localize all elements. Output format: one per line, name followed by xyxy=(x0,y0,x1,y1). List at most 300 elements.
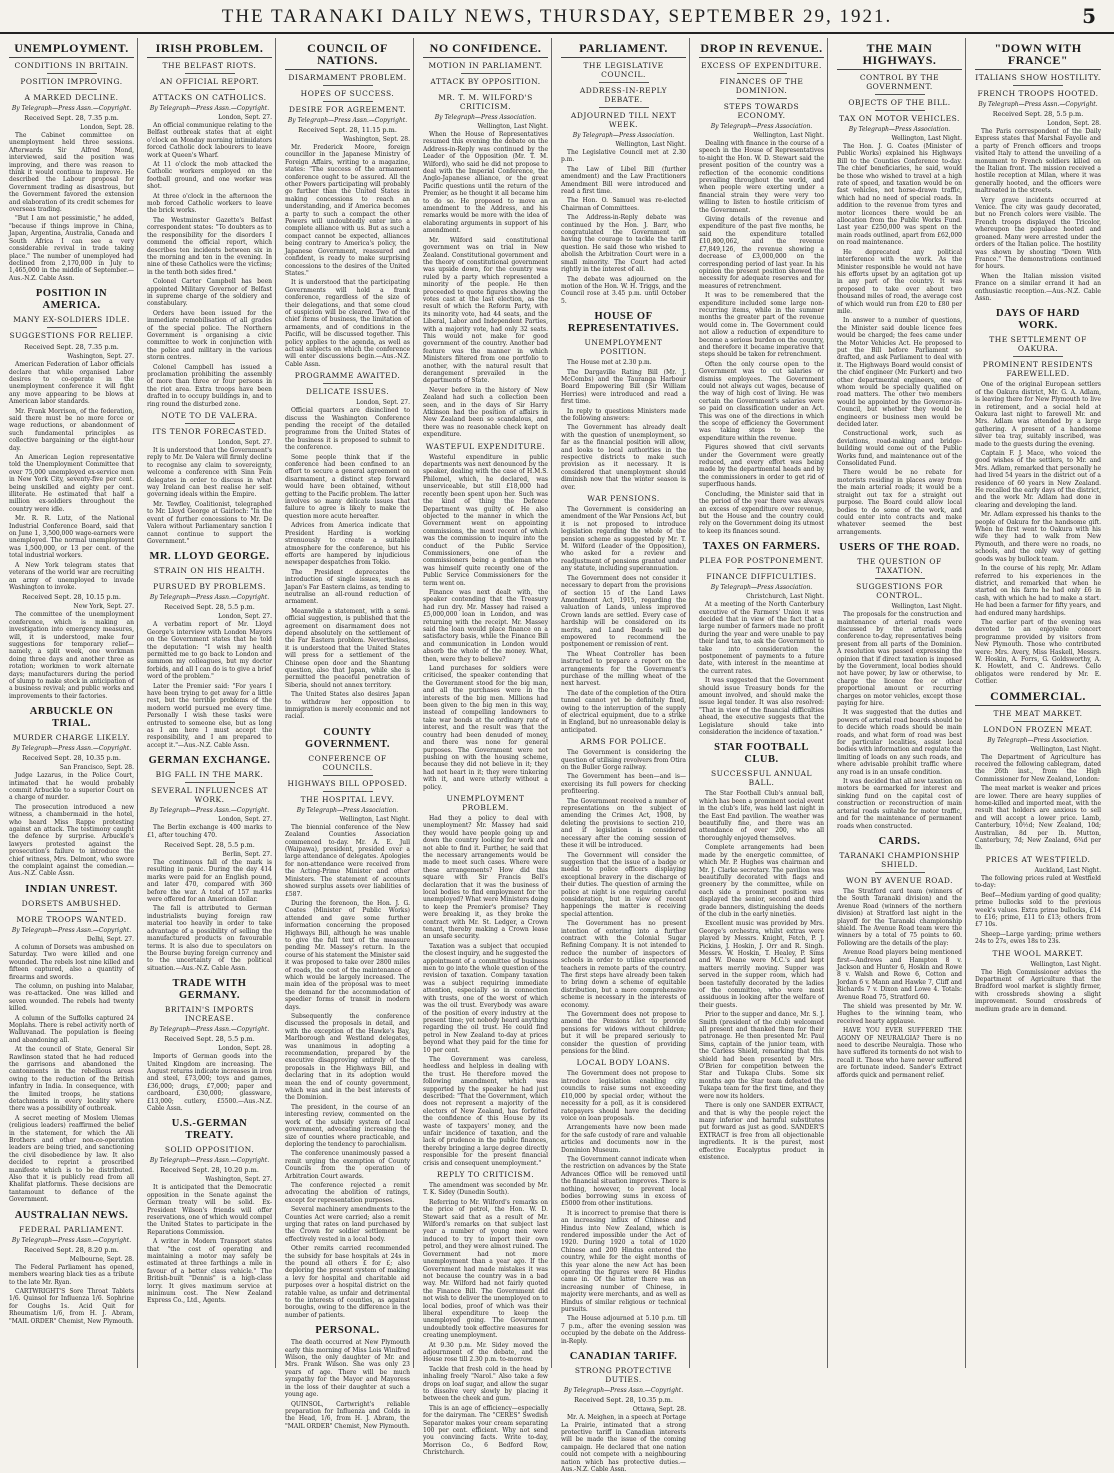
paragraph: It was suggested that the Government should issue Treasury bonds for the amount involved, and should make the issue legal tender. It was also resolved: "That in view of the financial difficulties ahead, the executive suggests that the Legislature should take into consideration the incidence of taxation." xyxy=(699,677,824,737)
subheading: DESIRE FOR AGREEMENT. xyxy=(289,105,406,114)
byline: By Telegraph—Press Assn.—Copyright. xyxy=(978,101,1098,108)
dateline: Washington, Sept. 27. xyxy=(67,353,134,361)
dateline: Melbourne, Sept. 28. xyxy=(69,1255,134,1263)
paragraph: Land purchases for soldiers were criticised, the speaker contending that the Government stood for the big man, and all the purchases were in the interests of the big men. Millions had been given to the big men in this way, instead of compelling landowners to take war bonds at the ordinary rate of interest, and the result was that the country had been denuded of money, and there was none for general purposes. The Government were not pushing on with the housing scheme, because they did not believe in it; they had not heart in it; they were tinkering with it, and were utterly without a policy. xyxy=(423,665,548,791)
paragraph: When the House of Representatives resumed this evening the debate on the Address-in-Reply was continued by the Leader of the Opposition (Mr. T. M. Wilford), who said he did not propose to deal with the Imperial Conference, the Anglo-Japanese alliance, or the great Pacific questions until the return of the Premier, as he thought it all became him to do so. He proposed to move an amendment to the Address, and his remarks would be more with the idea of elaborating arguments in support of his amendment. xyxy=(423,131,548,235)
headline: NO CONFIDENCE. xyxy=(423,42,548,58)
paragraph: Referring to Mr. Wilford's remarks on the price of petrol, the Hon. W. D. Stewart said that as a result of Mr. Wilford's remarks on that subject last year a number of young men were induced to try to import their own petrol, and they were almost ruined. The Government had not more unemployment than a year ago. If the Government had made mistakes it was not because the country was in a bad way. Mr. Wilford had not fairly quoted the Finance Bill. The Government did not wish to deliver the unemployed on to local bodies, proof of which was their liberal expenditure to keep the unemployed going. The Government undoubtedly took effective measures for creating unemployment. xyxy=(423,1198,548,1340)
subheading: BRITAIN'S IMPORTS INCREASE. xyxy=(164,1005,255,1024)
paragraph: "But I am not pessimistic," he added, "because if things improve in China, Japan, Argentina, Australia, Canada and South Africa I can see a very considerable revival in trade taking place." The number of unemployed had declined from 2,170,000 in July to 1,465,000 in the middle of September.—Aus.-N.Z. Cable Assn. xyxy=(9,215,134,282)
paragraph: The prosecution introduced a new witness, a chambermaid in the hotel, who heard Miss Rappe protesting against an attack. The testimony caught the defence by surprise. Arbuckle's lawyers protested against the prosecution's failure to introduce the chief witness, Mrs. Delmont, who swore the complaint against the comedian.—Aus.-N.Z. Cable Assn. xyxy=(9,803,134,878)
paragraph: The Westminster Gazette's Belfast correspondent states: "To doubters as to the responsibility for the disorders I commend the official report, which describes ten incidents between six in the morning and ten in the evening. In nine of these Catholics were the victims; in the tenth both sides fired." xyxy=(147,216,272,276)
paragraph: It is understood that the Government's reply to Mr. De Valera will firmly decline to recognise any claim to sovereignty, welcome a conference with Sinn Fein delegates in order to discuss in what way Ireland can best realise her self-governing ideals within the Empire. xyxy=(147,447,272,499)
paragraph: A column of the Suffolks captured 24 Moplahs. There is rebel activity north of Walluvanad. The population is fleeing and abandoning all. xyxy=(9,1014,134,1044)
paragraph: Very grave incidents occurred at Venice. The city was gaudy decorated, but no French colors were visible. The French troops displayed the Tricolor, whereupon the populace hooted and groaned. Many were arrested under the orders of the Italian police. The hostility was shown by shouting "Down With France." The demonstrations continued for hours. xyxy=(975,196,1101,271)
headline: UNEMPLOYMENT. xyxy=(9,42,134,58)
paragraph: When the Italian mission visited France on a similar errand it had an enthusiastic reception.—Aus.-N.Z. Cable Assn. xyxy=(975,272,1101,302)
headline: CARDS. xyxy=(878,835,921,847)
paragraph: Mr. Adlam expressed his thanks to the people of Oakura for the handsome gift. When he first went to Oakura with his wife they had to walk from New Plymouth, and there were no roads, no schools, and the only way of getting goods was by bullock team. xyxy=(975,511,1101,563)
paragraph: Never before in the history of New Zealand had such a collection been seen, and in the days of Sir Harry Atkinson had the position of affairs in New Zealand been so scandalous, and there was no reasonable check kept on expenditure. xyxy=(423,386,548,439)
divider xyxy=(323,101,373,102)
divider xyxy=(185,423,235,424)
subheading: WAR PENSIONS. xyxy=(587,494,660,504)
divider xyxy=(875,94,925,95)
paragraph: Colonel Carter Campbell has been appointed Military Governor of Belfast in supreme charge of the soldiery and constabulary. xyxy=(147,278,272,308)
divider xyxy=(323,791,373,792)
dateline: London, Sept. 28. xyxy=(218,1045,272,1053)
column-5 xyxy=(558,38,690,1473)
paragraph: At three o'clock in the afternoon the mob forced Catholic workers to leave the brick works. xyxy=(147,192,272,215)
column-4 xyxy=(420,38,552,1457)
paragraph: The amendment was seconded by Mr. T. K. Sidey (Dunedin South). xyxy=(423,1182,548,1197)
paragraph: Later the Premier said: "For years I have been trying to get away for a little rest, but the terrible problems of the modern world pursued me every time. Personally I wish these tasks were entrusted to someone else, but as long as I am here I must accept the responsibility, and I am prepared to accept it."—Aus.-N.Z. Cable Assn. xyxy=(147,682,272,749)
divider xyxy=(47,73,97,74)
dateline: London, Sept. 28. xyxy=(1047,120,1101,127)
paragraph: Mr. R. R. Lutz, of the National Industrial Conference Board, said that on June 1, 3,500,000 wage-earners were unemployed. The normal unemployment was 1,500,000, or 13 per cent. of the total industrial workers. xyxy=(9,515,134,560)
paragraph: The Government has been—and is—exercising its full powers for checking profiteering. xyxy=(561,773,686,796)
paragraph: The House adjourned at 5.10 p.m. till 7 p.m., after the evening session was occupied by the debate on the Address-in-Reply. xyxy=(561,1315,686,1345)
paragraph: The debate was adjourned on the motion of the Hon. W. H. Triggs, and the Council rose at 3.45 p.m. until October 5. xyxy=(561,275,686,305)
paragraph: A verbatim report of Mr. Lloyd George's interview with London Mayors on the Government states that he told the deputation: "I wish my health permitted me to go back to London and summon my colleagues, but my doctor forbids, and all I can do is to give a brief word of the problem." xyxy=(147,621,272,681)
paragraph: Dealing with finance in the course of a speech in the House of Representatives to-night the Hon. W. D. Stewart said the present position of the country was a reflection of the economic conditions prevailing throughout the world, and when people were exerting under a financial strain they were very too willing to listen to hostile criticism of the Government. xyxy=(699,140,824,214)
received-line: Received Sept. 28, 5.5 p.m. xyxy=(992,110,1084,118)
subheading: BIG FALL IN THE MARK. xyxy=(155,770,264,780)
dateline: London, Sept. 28. xyxy=(80,124,134,131)
paragraph: The Berlin exchange is 400 marks to £1, after touching 470. xyxy=(147,824,272,839)
divider xyxy=(1013,721,1063,722)
paragraph: At 9.30 p.m. Mr. Sidey moved the adjournment of the debate, and the House rose till 2.30 p.m. to-morrow. xyxy=(423,1341,548,1364)
paragraph: The death occurred at New Plymouth early this morning of Miss Lois Winifred Wilson, the only daughter of Mr. and Mrs. Frank Wilson. She was only 23 years of age. There will be much sympathy for the Mayor and Mayoress in the loss of their daughter at such a young age. xyxy=(285,1339,410,1399)
subheading: THE SETTLEMENT OF OAKURA. xyxy=(989,335,1087,354)
subheading: ARMS FOR POLICE. xyxy=(580,737,667,747)
received-line: Received Sept. 28, 10.35 p.m. xyxy=(574,1396,673,1405)
paragraph: The Government received a number of representations on the subject of amending the Crimes Act, 1908, by deleting the provisions to section 210, and if legislation is considered necessary after the coming session of these it will be introduced. xyxy=(561,797,686,850)
paragraph: Complete arrangements had been made by the energetic committee, of which Mr. P. Hughes was chairman and Mr. J. Clarke secretary. The pavilion was beautifully decorated with flags and greenery by the committee, while on each side a prominent position was displayed the senior, second and third grade banners, distinguishing the deeds of the club in the early nineties. xyxy=(699,844,824,918)
dateline: Wellington, Last Night. xyxy=(339,815,410,823)
dateline: Wellington, Last Night. xyxy=(753,132,824,139)
paragraph: The Government has no present intention of entering into a further contract with the Colonial Sugar Refining Company. It is not intended to reduce the number of inspectors of schools in order to utilise experienced teachers in remote parts of the country. The first steps have already been taken to bring down a scheme of equitable distribution, but a more comprehensive scheme is necessary in the interests of economy. xyxy=(561,920,686,1009)
paragraph: At 11 o'clock the mob attacked the Catholic workers employed on the football ground, and one worker was shot. xyxy=(147,161,272,191)
byline: By Telegraph—Press Assn.—Copyright. xyxy=(149,594,270,602)
dateline: Auckland, Last Night. xyxy=(1034,866,1101,874)
byline: By Telegraph—Press Association. xyxy=(296,806,399,814)
headline: HOUSE OF REPRESENTATIVES. xyxy=(567,311,680,335)
subheading: LOCAL BODY LOANS. xyxy=(576,1058,671,1068)
headline: COUNTY GOVERNMENT. xyxy=(305,726,390,750)
subheading: TAX ON MOTOR VEHICLES. xyxy=(839,114,960,123)
byline: By Telegraph—Press Assn.—Copyright. xyxy=(11,1236,132,1244)
divider xyxy=(461,73,511,74)
headline: U.S.-GERMAN TREATY. xyxy=(171,1118,248,1142)
paragraph: Taxation was a subject that occupied the closest inquiry, and he suggested the appointment of a committee of business men to go into the whole question of the revision of taxation. Company taxation was a subject requiring immediate attention, especially so in connection with trusts, one of the worst of which was the oil trust. Everybody was aware of the position of every industry at the present time; yet nobody heard anything regarding the oil trust. He could find petrol in New Zealand to-day at prices beyond what they paid for the time for 10 per cent. xyxy=(423,942,548,1054)
paragraph: The Federal Parliament has opened, members wearing black ties as a tribute to the late Mr. Ryan. xyxy=(9,1263,134,1286)
byline: By Telegraph—Press Association. xyxy=(987,736,1089,744)
divider xyxy=(599,82,649,83)
paragraph: The Government is considering the question of utilising revolvers from Otira on the Buller Gorge railway. xyxy=(561,749,686,772)
subheading: SUCCESSFUL ANNUAL BALL. xyxy=(711,769,812,788)
received-line: Received Sept. 28, 5.5 p.m. xyxy=(164,603,255,612)
byline: By Telegraph—Press Assn.—Copyright. xyxy=(11,105,132,112)
byline: By Telegraph—Press Association. xyxy=(848,126,951,133)
divider xyxy=(185,782,235,783)
column-7 xyxy=(834,38,966,1368)
subheading: WASTEFUL EXPENDITURE. xyxy=(425,441,546,451)
received-line: Received Sept. 28, 5.5 p.m. xyxy=(164,1035,255,1044)
column-8 xyxy=(972,38,1104,1368)
dateline: Wellington, Last Night. xyxy=(1030,745,1101,753)
paragraph: The Government has already dealt with the question of unemployment, so far as the financial position will allow, and looks to local authorities in the respective districts to make such provision as it necessary. It is considered that unemployment should diminish now that the winter season is over. xyxy=(561,424,686,491)
paragraph: It is anticipated that the Democratic opposition in the Senate against the German treaty will be solid. Ex-President Wilson's friends will offer reservations, one of which would compel the United States to participate in the Reparations Commission. xyxy=(147,1184,272,1236)
subheading: STEPS TOWARDS ECONOMY. xyxy=(723,102,800,120)
paragraph: The Hon. O. Samuel was re-elected Chairman of Committees. xyxy=(561,197,686,212)
byline: By Telegraph—Press Assn.—Copyright. xyxy=(287,117,408,124)
dateline: Washington, Sept. 28. xyxy=(343,136,410,143)
paragraph: A secret meeting of Moslem Ulemas (religious leaders) reaffirmed the belief in the statement, for which the Ali Brothers and other non-co-operation leaders are being tried, and sanctioning the civil disobedience by law. It also decided to reprint a proscribed manifesto which is to be distributed. Also that it is publicly read from all Khalifat platforms. These decisions are tantamount to defiance of the Government. xyxy=(9,1114,134,1204)
divider xyxy=(323,775,373,776)
subheading: THE QUESTION OF TAXATION. xyxy=(857,557,942,576)
subheading: HIGHWAYS BILL OPPOSED. xyxy=(287,778,408,788)
dateline: Ottawa, Sept. 28. xyxy=(632,1406,686,1414)
paragraph: Excellent music was provided by Mrs. George's orchestra, whilst extras were played by Messrs. Knight, Fetch, P. J. Pickins, J. Hoskin, J. Orr and R. Singh. Messrs. W. Hoskin, T. Healey, P. Sims and W. Deane were M.C.'s and kept matters merrily moving. Supper was served in the supper room, which had been tastefully decorated by the ladies of the committee, who were most assiduous in looking after the welfare of their guests. xyxy=(699,920,824,1009)
paragraph: The president, in the course of an interesting review, commented on the work of the subsidy system of local government, advocating increasing the size of counties where practicable, and deploring the tendency to parochialism. xyxy=(285,1103,410,1148)
headline: AUSTRALIAN NEWS. xyxy=(14,1209,129,1221)
headline: POSITION IN AMERICA. xyxy=(35,288,108,312)
subheading: THE LEGISLATIVE COUNCIL. xyxy=(583,61,664,79)
subheading: OBJECTS OF THE BILL. xyxy=(848,98,951,107)
paragraph: The following prices ruled at Westfield to-day: xyxy=(975,874,1101,890)
headline: THE MAIN HIGHWAYS. xyxy=(837,42,962,70)
headline: "DOWN WITH FRANCE" xyxy=(975,42,1101,70)
divider xyxy=(185,89,235,90)
subheading: A MARKED DECLINE. xyxy=(24,93,119,102)
paragraph: It was suggested that the duties and powers of arterial road boards should be to decide which roads should be main roads, and what form of road was best for particular localities, assist local bodies with information and regulate the limiting of loads on any such roads, and where advisable prohibit traffic where any road is in an unsafe condition. xyxy=(837,709,962,776)
subheading: CONTROL BY THE GOVERNMENT. xyxy=(859,73,940,91)
subheading: ITS TENOR FORECASTED. xyxy=(152,427,267,437)
paragraph: Advices from America indicate that President Harding is working strenuously to create a suitable atmosphere for the conference, but his efforts are hampered by injudicious newspaper despatches from Tokio. xyxy=(285,522,410,567)
paragraph: This is an age of efficiency—especially for the dairyman. The "CERES" Swedish Separator makes your cream separating 100 per cent. efficient. Why not send you convincing facts. Write to-day, Morrison Co., 6 Bedford Row, Christchurch. xyxy=(423,1404,548,1457)
subheading: AN OFFICIAL REPORT. xyxy=(160,77,259,86)
headline: GERMAN EXCHANGE. xyxy=(148,755,271,767)
subheading: EXCESS OF EXPENDITURE. xyxy=(701,61,822,70)
paragraph: The Government is considering an amendment of the War Pensions Act, but it is not proposed to introduce legislation regarding the whole of the pension scheme as suggested by Mr. T. M. Wilford (Leader of the Opposition), who asked for a review and readjustment of pensions granted under any statute, including superannuation. xyxy=(561,506,686,573)
paragraph: He deprecated any political interference with the work. As the Minister responsible he would not have his efforts upset by an agitation got up in any part of the country. It was proposed to take over about two thousand miles of road, the average cost of which would run from £20 to £80 per mile. xyxy=(837,248,962,315)
paragraph: In reply to questions Ministers made the following answers: xyxy=(561,407,686,422)
subheading: PROMINENT RESIDENTS FAREWELLED. xyxy=(982,360,1094,379)
newspaper-title: THE TARANAKI DAILY NEWS, THURSDAY, SEPTEMBER 29, 1921. xyxy=(221,6,893,27)
received-line: Received Sept. 28, 10.20 p.m. xyxy=(160,1166,259,1175)
paragraph: It was to be remembered that the expenditure included some large non-recurring items, while in the summer months the greater part of the revenue would come in. The Government could not allow a reduction of expenditure to become a serious burden on the country, and therefore it became imperative that steps should be taken for retrenchment. xyxy=(699,292,824,359)
headline: USERS OF THE ROAD. xyxy=(839,542,960,554)
subheading: ATTACK BY OPPOSITION. xyxy=(430,77,541,86)
headline: TAXES ON FARMERS. xyxy=(702,541,821,553)
byline: By Telegraph—Press Assn.—Copyright. xyxy=(563,1387,684,1395)
divider xyxy=(47,327,97,328)
paragraph: The High Commissioner advises the Department of Agriculture that the Bradford wool market is slightly firmer, with crossbreds showing a slight improvement. Sound crossbreds of medium grade are in demand. xyxy=(975,968,1101,1013)
paragraph: An American Legion representative told the Unemployment Committee that over 75,000 unemployed ex-service men in New York City, seventy-five per cent. being unskilled and eighty per cent. illiterate. He estimated that half a million ex-soldiers throughout the country were idle. xyxy=(9,454,134,513)
headline: DAYS OF HARD WORK. xyxy=(996,308,1080,332)
dateline: London, Sept. 27. xyxy=(218,613,272,621)
paragraph: Mr. A. Meighen, in a speech at Portage La Prairie, intimated that a strong protective tariff in Canadian interests will be made the issue of the coming campaign. He declared that one nation could not compete with a neighbouring nation which has protective duties.—Aus.-N.Z. Cable Assn. xyxy=(561,1414,686,1473)
subheading: SOLID OPPOSITION. xyxy=(164,1145,255,1155)
divider xyxy=(875,578,925,579)
paragraph: American Federation of Labor officials declare that while organised Labor desires to co-operate in the unemployment conference it will fight any move appearing to be blows at American labor standards. xyxy=(9,361,134,406)
paragraph: Official quarters are disinclined to discuss the Washington Conference pending the receipt of the detailed programme from the United States of the business it is proposed to submit to the conference. xyxy=(285,407,410,452)
paragraph: Giving details of the revenue and expenditure of the past five months, he said the expenditure totalled £10,800,062, and the revenue £7,849,126, the revenue showing a decrease of £3,000,000 on the corresponding period of last year. In his opinion the present position showed the necessity for adequate reserves and for measures of retrenchment. xyxy=(699,216,824,290)
paragraph: The Paris correspondent of the Daily Express states that Marshal Fayolle and a party of French officers and troops visited Italy to attend the unveiling of a monument to French soldiers killed on the Italian front. The mission received a hostile reception at Milan, where it was generally hooted, and the officers were maltreated in the streets. xyxy=(975,128,1101,195)
paragraph: It is incorrect to premise that there is an increasing influx of Chinese and Hindus into New Zealand, which is rendered impossible under the Act of 1920. During 1920 a total of 1020 Chinese and 200 Hindus entered the country, while for the eight months of this year alone the new Act has been operating the figures were 84 Hindus came in. Of the latter there was an increasing number of Chinese, in majority were merchants, and as well as Hindus of similar religious or technical pursuits. xyxy=(561,1209,686,1314)
paragraph: QUINSOL, Cartwright's reliable preparation for Influenza and Colds in the Head, 1/6, from H. J. Abram, the "MAIL ORDER" Chemist, New Plymouth. xyxy=(285,1400,410,1430)
paragraph: There would be no rebate for motorists residing in places away from the main arterial roads; it would be a straight out tax for a straight out purpose. The Board could allow local bodies to do some of the work, and could enter into contracts and make whatever seemed the best arrangements. xyxy=(837,469,962,536)
paragraph: The Legislative Council met at 2.30 p.m. xyxy=(561,149,686,164)
dateline: Berlin, Sept. 27. xyxy=(222,851,272,859)
headline: PERSONAL. xyxy=(315,1325,380,1337)
subheading: UNEMPLOYMENT PROBLEM. xyxy=(446,793,525,812)
paragraph: Meanwhile a statement, with a semi-official suggestion, is published that the agreement on disarmament does not depend absolutely on the settlement of the Far Eastern problem. Nevertheless, it is understood that the United States will press for a settlement of the Chinese open door and the Shantung question, also that Japan, while she is permitted the peaceful penetration of Siberia, should not annex territory. xyxy=(285,607,410,689)
subheading: STRONG PROTECTIVE DUTIES. xyxy=(574,1366,673,1385)
received-line: Received Sept. 28, 10.15 p.m. xyxy=(22,593,121,602)
divider xyxy=(599,107,649,108)
subheading: UNEMPLOYMENT POSITION. xyxy=(584,338,663,357)
masthead xyxy=(0,0,1114,34)
paragraph: Wasteful expenditure in public departments was next denounced by the speaker, dealing with the case of H.M.S. Philomel, which, he declared, was unserviceable, but still £18,000 had recently been spent upon her. Such was the kind of thing the Defence Department was guilty of. He also objected to the manner in which the Government went on appointing commissions, the most recent of which was the commission to inquire into the conduct of the Public Service Commissioners, one of the commissioners being a gentleman who was himself quite recently one of the Public Service Commissioners for the term went on. xyxy=(423,453,548,587)
subheading: DORSETS AMBUSHED. xyxy=(21,898,122,908)
paragraph: Mr. Wilford said constitutional government was on trial in New Zealand. Constitutional government and the theory of constitutional government was upside down, for the country was ruled by a party which represented a minority of the people. He then proceeded to quote figures showing the votes cast at the last election, as the result of which the Reform Party, with its minority vote, had 44 seats, and the Liberal, Labor and Independent Parties, with a majority vote, had only 32 seats. This would not make for good government of the country. Another bad feature was the manner in which Ministers filtered from one portfolio to another, with the natural result that derangement prevailed in the departments of State. xyxy=(423,236,548,385)
divider xyxy=(47,911,97,912)
paragraph: Concluding, the Minister said that in the period of the year there was always an excess of expenditure over revenue, but the House and the country could rely on the Government doing its utmost to keep its finances sound. xyxy=(699,490,824,535)
headline: PARLIAMENT. xyxy=(561,42,686,58)
paragraph: The Wheat Controller has been instructed to prepare a report on the arrangements for the Government's purchase of the milling wheat of the next harvest. xyxy=(561,650,686,688)
paragraph: Other remits carried recommended the subsidy for base hospitals at 24s in the pound all others £ for £; also deploring the present system of making a levy for hospital and charitable aid purposes over a hospital district on the ratable value, as unfair and detrimental to the interests of counties, as against boroughs, owing to the difference in the number of patients. xyxy=(285,1245,410,1319)
subheading: MR. T. M. WILFORD'S CRITICISM. xyxy=(438,93,533,111)
divider xyxy=(47,89,97,90)
subheading: MORE TROOPS WANTED. xyxy=(16,914,127,924)
paragraph: It is understood that the participating Governments will hold a frank conference, regardless of the size of their delegations, and that some cloud of suspicion will be cleared. Two of the chief items of business, the limitation of armaments, and of conditions in the Pacific, will be discussed together. This policy applies to the agenda, as well as actual subjects on which the conference will enter discussions begin.—Aus.-N.Z. Cable Assn. xyxy=(285,279,410,368)
subheading: DISARMAMENT PROBLEM. xyxy=(288,73,407,82)
paragraph: Often the only course open to the Government was to cut salaries or dismiss employees. The Government could not always cut wages, because of the way of high cost of living. He was certain the Government's salaries were so paid on classification under an Act. This was one of the directions in which the scope of efficiency the Government was taking steps to keep the expenditure within the revenue. xyxy=(699,360,824,442)
paragraph: Beef—Medium yarding of good quality; prime bullocks sold to the previous week's values. Extra prime bullocks, £14 to £16; prime, £11 to £13; others from £7 10s. xyxy=(975,891,1101,929)
headline: CANADIAN TARIFF. xyxy=(569,1351,678,1363)
dateline: Washington, Sept. 27. xyxy=(205,1176,272,1184)
paragraph: At a meeting of the North Canterbury executive of the Farmers' Union it was decided that in view of the fact that a large number of farmers made no profit during the year and were unable to pay their land tax, to ask the Government to take into consideration the postponement of payments to a future date, with interest in the meantime at the current rates. xyxy=(699,601,824,675)
headline: INDIAN UNREST. xyxy=(25,883,118,895)
divider xyxy=(875,110,925,111)
paragraph: A column of Dorsets was ambushed on Saturday. Two were killed and one wounded. The rebels lost nine killed and fifteen captured, also a quantity of firearms and swords. xyxy=(9,943,134,981)
received-line: Received Sept. 28, 10.35 p.m. xyxy=(22,754,121,763)
paragraph: Finance was next dealt with, the speaker contending that the Treasury had run dry. Mr. Massey had raised a £5,000,000 loan in London, and was returning with the receipt. Mr. Massey said the loan would place finance on a satisfactory basis, while the Finance Bill and communication in London would absorb the whole of the money. What, then, were they to believe? xyxy=(423,588,548,663)
paragraph: The Hon. J. G. Coates (Minister of Public Works) explained his Highways Bill to the Counties Conference to-day. The chief beneficiaries, he said, would be those who wished to travel at a high rate of speed, and taxation would be on fast vehicles, not horse-drawn traffic, which had no need of special roads. In addition to the revenue from tyres and motor licences there would be an allocation from the Public Works Fund. Last year £250,000 was spent on the main roads outlined, apart from £62,000 on road maintenance. xyxy=(837,143,962,247)
paragraph: The Star Football Club's annual ball, which has been a prominent social event in the club's life, was held last night in the East End pavilion. The weather was beautifully fine, and there was an attendance of over 200, who all thoroughly enjoyed themselves. xyxy=(699,790,824,842)
received-line: Received Sept. 28, 5.5 p.m. xyxy=(164,841,255,850)
divider xyxy=(185,73,235,74)
columns xyxy=(6,38,1108,1473)
paragraph: The Government was careless, heedless and helpless in dealing with the trust. He therefore moved the following amendment, which was supported by the speaker he had just described: "That the Government, which does not represent a majority of the electors of New Zealand, has forfeited the confidence of this House by its waste of taxpayers' money, and the unfair incidence of taxation, and the lack of prudence in the public finances, thereby bringing a large degree directly responsible for the present financial crisis and consequent unemployment." xyxy=(423,1055,548,1167)
paragraph: Mr. Tewfley, Coalitionist, telegraphed to Mr. Lloyd George at Gairloch: "In the event of further concessions to Mr. De Valera without Parliamentary sanction I cannot continue to support the Government." xyxy=(147,500,272,545)
dateline: Wellington, Last Night. xyxy=(891,135,962,142)
dateline: London, Sept. 27. xyxy=(356,399,410,407)
paragraph: The Address-in-Reply debate was continued by the Hon. J. Barr, who congratulated the Government on having the courage to tackle the tariff question. He said those who wished to abolish the Arbitration Court were in a small minority. The Court had acted rightly in the interest of all. xyxy=(561,214,686,274)
byline: By Telegraph—Press Assn.—Copyright. xyxy=(149,1157,270,1165)
headline: DROP IN REVENUE. xyxy=(699,42,824,58)
divider xyxy=(875,872,925,873)
paragraph: Judge Lazarus, in the Police Court, intimated that he would probably commit Arbuckle to a superior Court on a charge of murder. xyxy=(9,772,134,802)
paragraph: One of the original European settlers of the Oakura district, Mr. G. A. Adlam, is leaving there for New Plymouth to live in retirement, and a social held at Oakura last night to farewell Mr. and Mrs. Adlam was attended by a large gathering. A present of a handsome silver tea tray, suitably inscribed, was made to the guests during the evening. xyxy=(975,381,1101,448)
subheading: ITALIANS SHOW HOSTILITY. xyxy=(975,73,1101,82)
headline: IRISH PROBLEM. xyxy=(147,42,272,58)
divider xyxy=(1013,356,1063,357)
subheading: FRENCH TROOPS HOOTED. xyxy=(977,89,1099,98)
dateline: London, Sept. 27. xyxy=(218,816,272,824)
paragraph: Tackle that fresh cold in the head by inhaling freely "Narol." Also take a few drops on loaf sugar, and allow the sugar to dissolve very slowly by placing it between the cheek and gum. xyxy=(423,1365,548,1403)
paragraph: Prior to the supper and dance, Mr. S. J. Smith (president of the club) welcomed all present and thanked them for their patronage. He then presented Mr. Paul Sims, captain of the junior team, with the Carless Shield, remarking that this shield had been presented by Mrs. O'Brien for competition between the Star and Tukapa Clubs. Some six months ago the Star team defeated the Tukapa team for the first time, and they were now its holders. xyxy=(699,1011,824,1100)
subheading: CONDITIONS IN BRITAIN. xyxy=(14,61,129,70)
paragraph: At the council of State, General Sir Rawlinson stated that he had reduced the garrisons and abandoned the cantonments in the rebellious areas owing to the reduction of the British infantry in India. In consequence, with the limited troops, he stations detachments in every locality where there was a possibility of outbreak. xyxy=(9,1046,134,1113)
subheading: ADDRESS-IN-REPLY DEBATE. xyxy=(579,86,668,104)
paragraph: The meat market is weaker and prices are lower. There are heavy supplies of home-killed and imported meat, with the result that holders are anxious to sell and will accept a lower price. Lamb, Canterbury, 10½d; New Zealand, 10d; Australian, 8d per lb. Mutton, Canterbury, 7d; New Zealand, 6¾d per lb. xyxy=(975,785,1101,852)
page-number: 5 xyxy=(1082,4,1096,28)
byline: By Telegraph—Press Association. xyxy=(434,114,537,121)
dateline: San Francisco, Sept. 28. xyxy=(59,764,134,772)
dateline: Wellington, Last Night. xyxy=(891,603,962,611)
paragraph: In the course of his reply, Mr. Adlam referred to his experiences in the district, and remarked that when he started on his farm he had only £6 in cash, with which he had to make a start. He had been a farmer for fifty years, and had endured many hardships. xyxy=(975,565,1101,617)
paragraph: HAVE YOU EVER SUFFERED THE AGONY OF NEURALGIA? There is no need to describe Neuralgia. Those who have suffered its torments do not wish to recall it. Those who have never suffered are fortunate indeed. Sander's Extract affords quick and permanent relief. xyxy=(837,1027,963,1079)
subheading: FINANCE DIFFICULTIES. xyxy=(706,572,817,582)
paragraph: Orders have been issued for the immediate remobilisation of all grades of the special police. The Northern Government is organising a civic committee to work in conjunction with the police and military in the various storm centres. xyxy=(147,309,272,362)
subheading: TARANAKI CHAMPIONSHIP SHIELD. xyxy=(839,850,960,869)
subheading: THE WOOL MARKET. xyxy=(992,948,1084,958)
byline: By Telegraph—Press Assn.—Copyright. xyxy=(149,807,270,815)
divider xyxy=(737,73,787,74)
subheading: ADJOURNED TILL NEXT WEEK. xyxy=(570,111,677,129)
divider xyxy=(737,98,787,99)
subheading: FINANCES OF THE DOMINION. xyxy=(719,77,804,95)
paragraph: Constructional work, such as deviations, road-making and bridge-building would come out of the Public Works fund, and maintenance out of the Consolidated Fund. xyxy=(837,430,962,468)
divider xyxy=(323,383,373,384)
paragraph: Had they a policy to deal with unemployment? Mr. Massey had said they would have people going up and down the country looking for work and not able to find it. Further, he said that the necessary arrangements would be made to meet such cases. Where were these arrangements? How did this square with Sir Francis Bell's declaration that it was the business of local bodies to find employment for the unemployed? What were Ministers doing to keep the Premier's promise? They were breaking it, as they broke the contract with Mr. St. Ledger, a Crown tenant, thereby making a Crown lease an unsafe security. xyxy=(423,814,549,941)
paragraph: The United States also desires Japan to withdraw her opposition to immigration is merely economic and not racial. xyxy=(285,691,410,721)
paragraph: The date of the completion of the Otira tunnel cannot yet be definitely fixed, owing to the interruption of the supply of electrical equipment, due to a strike in England, but no unreasonable delay is anticipated. xyxy=(561,689,686,734)
dateline: London, Sept. 27. xyxy=(218,114,272,121)
paragraph: The Government will consider the suggestion that the issue of a badge or medal to police officers displaying exceptional bravery in the discharge of their duties. The question of arming the police at night is one requiring careful consideration, but in view of recent happenings the matter is receiving special attention. xyxy=(561,851,686,918)
divider xyxy=(323,85,373,86)
paragraph: Imports of German goods into the United Kingdom are increasing. The August returns indicate increases in iron and steel, £73,000; toys and games, £36,000; drugs, £7,000; paper and cardboard, £30,000; glassware, £13,000; cutlery, £5500.—Aus.-N.Z. Cable Assn. xyxy=(147,1053,272,1112)
paragraph: The conference rejected a remit advocating the abolition of ratings, except for representation purposes. xyxy=(285,1181,410,1204)
paragraph: Several machinery amendments to the Counties Act were carried; also a remit urging that rates on land purchased by the Crown for soldier settlement be effectively vested in a local body. xyxy=(285,1206,410,1243)
paragraph: CARTWRIGHT'S Sore Throat Tablets 1/6. Quinsol for Influenza 1/6. Sophrine for Coughs 1s. Acid Quit for Rheumatism 1/6, from H. J. Abram, "MAIL ORDER" Chemist, New Plymouth. xyxy=(9,1287,134,1325)
byline: By Telegraph—Press Association. xyxy=(710,123,813,130)
subheading: POSITION IMPROVING. xyxy=(20,77,123,86)
byline: By Telegraph—Press Association. xyxy=(572,132,675,139)
received-line: Received Sept. 28, 11.15 p.m. xyxy=(298,126,397,134)
paragraph: The Government does not consider it necessary to depart from the provisions of section 15 of the Land Laws Amendment Act, 1915, regarding the valuation of Lands, unless improved Crown lands are settled. Every case of hardship will be considered on its merits, and Land Boards will be empowered to recommend the postponement or remission of rent. xyxy=(561,574,686,649)
paragraph: The continuous fall of the mark is resulting in panic. During the day 414 marks were paid for an English pound, and later 470, compared with 360 before the war. A total of 157 marks were offered for an American dollar. xyxy=(147,859,272,904)
subheading: LONDON FROZEN MEAT. xyxy=(983,724,1093,734)
subheading: CONFERENCE OF COUNCILS. xyxy=(308,753,387,772)
subheading: THE HOSPITAL LEVY. xyxy=(300,794,395,804)
paragraph: Some people think that if the conference had been confined to an effort to secure a general agreement on disarmament, a distinct step forward would have been obtained, without getting to the Pacific problem. The latter involves so many delicate issues that failure to agree is likely to make the question more acute hereafter. xyxy=(285,453,410,520)
byline: By Telegraph—Press Assn.—Copyright. xyxy=(149,105,270,112)
paragraph: The shield was presented by Mr. W. Hughes to the winning team, who received hearty applause. xyxy=(837,1003,962,1025)
paragraph: It was decided that all new taxation on motors be earmarked for interest and sinking fund on the capital cost of construction or reconstruction of main arterial roads suitable for motor traffic, and for the maintenance of permanent roads when constructed. xyxy=(837,778,962,830)
paragraph: The Dargaville Rating Bill (Mr. J. McCombs) and the Tauranga Harbour Board Empowering Bill (Sir William Herries) were introduced and read a first time. xyxy=(561,368,686,406)
paragraph: The Law of Libel Bill (further amendment) and the Law Practitioners Amendment Bill were introduced and read a first time. xyxy=(561,165,686,196)
byline: By Telegraph—Press Assn.—Copyright. xyxy=(149,1026,270,1034)
subheading: PURSUED BY PROBLEMS. xyxy=(153,582,266,592)
paragraph: Subsequently the conference discussed the proposals in detail, and with the exception of the Hawke's Bay, Marlborough and Westland delegates, was unanimous in adopting a recommendation, prepared by the executive disapproving entirely of the proposals in the Highways Bill, and declaring that in its adoption would mean the end of county government, which was and in the best interests of the Dominion. xyxy=(285,1013,410,1102)
headline: STAR FOOTBALL CLUB. xyxy=(714,742,809,766)
dateline: Christchurch, Last Night. xyxy=(746,593,824,601)
paragraph: The column, on pushing into Malabar, was re-attacked. One was killed and seven wounded. The rebels had twenty killed. xyxy=(9,982,134,1013)
paragraph: The conference unanimously passed a remit urging the exemption of County Councils from the operation of Arbitration Court awards. xyxy=(285,1150,410,1180)
paragraph: The Government cannot indicate when the restriction on advances by the State Advances Office will be removed until the financial situation improves. There is nothing, however, to prevent local bodies borrowing sums in excess of £5000 from other institutions. xyxy=(561,1155,686,1208)
byline: By Telegraph—Press Assn.—Copyright. xyxy=(11,745,132,753)
subheading: THE MEAT MARKET. xyxy=(993,708,1083,718)
dateline: London, Sept. 27. xyxy=(218,439,272,447)
paragraph: During the forenoon, the Hon. J. G. Coates (Minister of Public Works) attended and gave some further information concerning the proposed Highways Bill, although he was unable to give the full text of the measure pending Mr. Massey's return. In the course of his statement the Minister said it was proposed to take over 2800 miles of roads, the cost of the maintenance of which would be largely increased. The main idea of the proposal was to meet the demand for the accommodation of speedier forms of transit in modern days. xyxy=(285,899,411,1011)
paragraph: An official communique relating to the Belfast outbreak states that at eight o'clock on Monday morning intimidators forced Catholic dock labourers to leave work at Queen's Wharf. xyxy=(147,122,272,159)
paragraph: A New York telegram states that veterans of the world war are recruiting an army of unemployed to invade Washington to invoke. xyxy=(9,561,134,591)
subheading: MANY EX-SOLDIERS IDLE. xyxy=(13,315,130,325)
subheading: NOTE TO DE VALERA. xyxy=(161,411,258,421)
received-line: Received Sept. 28, 7.35 p.m. xyxy=(24,343,119,352)
byline: By Telegraph—Press Association. xyxy=(710,584,813,592)
paragraph: The Stratford card team (winners of the South Taranaki division) and the Avenue Road (winners of the northern division) at Stratford last night in the playoff for the Taranaki championship shield. The Avenue Road team were the winners by a total of 75 points to 60. Following are the details of the play: xyxy=(837,887,962,947)
headline: COUNCIL OF NATIONS. xyxy=(285,42,410,70)
column-3 xyxy=(282,38,414,1430)
paragraph: Figures showed that civil servants under the Government were greatly reduced, and every effort was being made by the departmental heads and by the commissioners in order to get rid of superfluous hands. xyxy=(699,444,824,489)
headline: TRADE WITH GERMANY. xyxy=(172,978,247,1002)
paragraph: Sheep—Large yarding; prime wethers 24s to 27s, ewes 18s to 23s. xyxy=(975,930,1101,946)
paragraph: Arrangements have now been made for the safe custody of rare and valuable articles and documents now in the Dominion Museum. xyxy=(561,1124,686,1154)
paragraph: The committee of the unemployment conference, which is making an investigation into emergency measures, will, it is understood, make four suggestions for temporary relief—namely, a split week, one workman doing three days and another three as rotation; workmen to work alternate days; manufacturers during the period of slump to make stock in anticipation of a business revival; and public works and improvements to their factories. xyxy=(9,611,134,700)
subheading: SUGGESTIONS FOR CONTROL. xyxy=(856,582,943,601)
paragraph: Avenue Road players being mentioned first—Andrews and Hampton 8 v. Jackson and Hunter 6, Hoskin and Rowe 8 v. Walsh and Rowe 6, Cotton and Jordan 6 v. Mann and Hawke 7, Cliff and Richards 7 v. Dixon and Lowe 4. Totals: Avenue Road 75, Stratford 60. xyxy=(837,949,962,1001)
paragraph: Captain F. J. Mace, who voiced the good wishes of the settlers, to Mr. and Mrs. Adlam, remarked that personally he had lived 54 years in the district out of a residence of 60 years in New Zealand. He recalled the early days of the district, and the work Mr. Adlam had done in clearing and developing the land. xyxy=(975,450,1101,509)
divider xyxy=(185,578,235,579)
subheading: ATTACKS ON CATHOLICS. xyxy=(152,93,267,102)
dateline: Wellington, Last Night. xyxy=(615,141,686,148)
dateline: Wellington, Last Night. xyxy=(1030,960,1101,968)
divider xyxy=(461,89,511,90)
subheading: WON BY AVENUE ROAD. xyxy=(845,875,954,885)
dateline: New York, Sept. 27. xyxy=(73,603,134,611)
subheading: PROGRAMME AWAITED. xyxy=(294,371,401,381)
subheading: SUGGESTIONS FOR RELIEF. xyxy=(9,331,134,341)
subheading: THE BELFAST RIOTS. xyxy=(162,61,257,70)
paragraph: The Cabinet committee on unemployment held three sessions. Afterwards Sir Alfred Mond, interviewed, said the position was improving, and there was reason to think it would continue to improve. He described the Labour proposal for Government trading as disastrous, but the Government favored the extension and elaboration of its credit schemes for overseas trading. xyxy=(9,132,134,214)
byline: By Telegraph—Press Assn.—Copyright. xyxy=(11,926,132,934)
headline: ARBUCKLE ON TRIAL. xyxy=(29,706,114,730)
headline: MR. LLOYD GEORGE. xyxy=(149,551,270,563)
subheading: SEVERAL INFLUENCES AT WORK. xyxy=(151,786,268,805)
paragraph: The Department of Agriculture has received the following cablegram, dated the 26th inst., from the High Commissioner for New Zealand, London: xyxy=(975,753,1101,783)
subheading: FEDERAL PARLIAMENT. xyxy=(19,1224,124,1234)
subheading: REPLY TO CRITICISM. xyxy=(436,1170,535,1180)
subheading: HOPES OF SUCCESS. xyxy=(300,89,395,98)
paragraph: There is only one SANDER EXTRACT, and that is why the people reject the many inferior and harmful substitutes put forward as just as good. SANDER'S EXTRACT is free from all objectionable ingredients. It is the purest, most effective Eucalyptus product in existence. xyxy=(699,1102,824,1161)
paragraph: The biennial conference of the New Zealand Counties Association commenced to-day. Mr. A. E. Jull (Waipawa), president, presided over a large attendance of delegates. Apologies for non-attendance were received from the Acting-Prime Minister and other Ministers. The statement of accounts showed surplus assets over liabilities of £587. xyxy=(285,823,410,898)
divider xyxy=(737,568,787,569)
subheading: DELICATE ISSUES. xyxy=(305,387,390,397)
paragraph: Mr. Frederick Moore, foreign councillor in the Japanese Ministry of Foreign Affairs, writing to a magazine, states: "The success of the armament conference ought to be assured. All the other Powers participating will probably go further than the United States in making concessions to reach an understanding, and if America becomes a party to such a compact the other Powers will undoubtedly enter into a complete alliance with us. But as such a compact cannot be expected, alliances being contrary to America's policy, the Japanese Government, reassured and confident, is ready to make surprising concessions to the desires of the United States." xyxy=(285,144,410,277)
subheading: PRICES AT WESTFIELD. xyxy=(985,854,1091,864)
paragraph: The fall is attributed to German industrialists buying foreign raw material too heavily in order to take advantage of a possibility of selling the manufactured products on favourable terms. It is also due to speculators on the Bourse buying foreign currency and to the uncertainty of the political situation.—Aus.-N.Z. Cable Assn. xyxy=(147,905,272,972)
paragraph: Colonel Campbell has issued a proclamation prohibiting the assembly of more than three or four persons in the riot area. Extra troops have been drafted in to occupy buildings in, and to ring round the disturbed zone. xyxy=(147,363,272,408)
received-line: Received Sept. 28, 8.20 p.m. xyxy=(24,1245,119,1254)
paragraph: A writer in Modern Transport states that "the cost of operating and maintaining a motor may safely be estimated at three farthings a mile in favour of a better class vehicle." The British-built "Dennis" is a high-class lorry. It gives maximum service at minimum cost. The New Zealand Express Co., Ltd., Agents. xyxy=(147,1238,272,1305)
paragraph: In answer to a number of questions, the Minister said double licence fees would be charged; the fees came under the Motor Vehicles Act. He proposed to put the Bill before Parliament so drafted, and ask Parliament to deal with it. The Highways Board would consist of the chief engineer (Mr. Furkert) and two other departmental engineers, one of whom would be specially qualified on road matters. The other two members would be appointed by the Governor-in-Council, but whether they would be engineers or business men would be decided later. xyxy=(837,317,962,429)
received-line: Received Sept. 28, 7.35 p.m. xyxy=(24,114,119,122)
column-1 xyxy=(6,38,138,1368)
